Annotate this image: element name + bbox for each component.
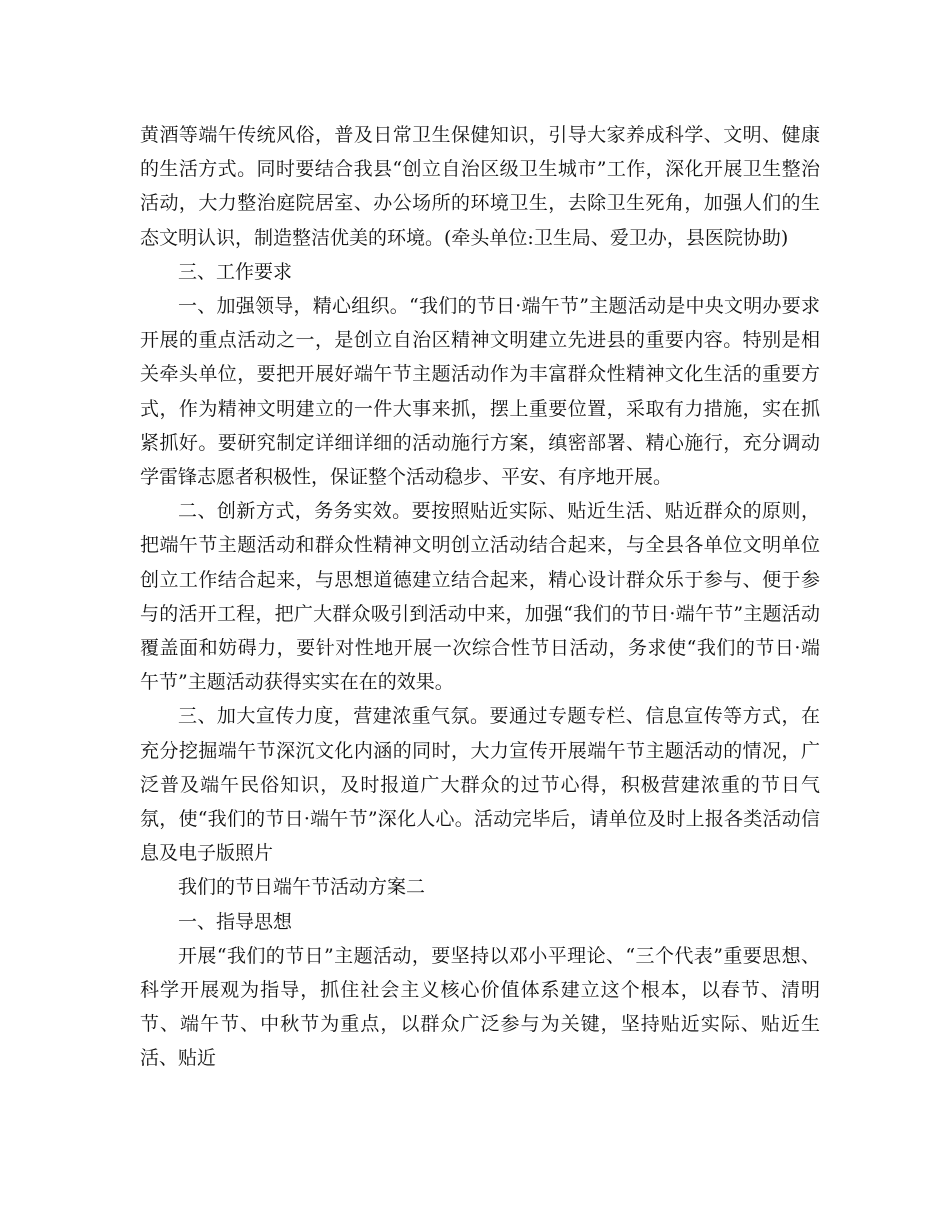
paragraph-leadership: 一、加强领导，精心组织。“我们的节日·端午节”主题活动是中央文明办要求开展的重点活动之一，是创立自治区精神文明建立先进县的重要内容。特别是相关牵头单位，要把开展好端午节主题活动作为丰富群众性精神文化生活的重要方式，作为精神文明建立的一件大事来抓，摆上重要位置，采取有力措施，实在抓紧抓好。要研究制定详细详细的活动施行方案，缜密部署、精心施行，充分调动学雷锋志愿者积极性，保证整个活动稳步、平安、有序地开展。 xyxy=(140,295,820,489)
paragraph-innovation: 二、创新方式，务务实效。要按照贴近实际、贴近生活、贴近群众的原则，把端午节主题活动和群众性精神文明创立活动结合起来，与全县各单位文明单位创立工作结合起来，与思想道德建立结合起来，精心设计群众乐于参与、便于参与的活开工程，把广大群众吸引到活动中来，加强“我们的节日·端午节”主题活动覆盖面和妨碍力，要针对性地开展一次综合性节日活动，务求使“我们的节日·端午节”主题活动获得实实在在的效果。 xyxy=(140,500,820,694)
paragraph-publicity: 三、加大宣传力度，营建浓重气氛。要通过专题专栏、信息宣传等方式，在充分挖掘端午节深沉文化内涵的同时，大力宣传开展端午节主题活动的情况，广泛普及端午民俗知识，及时报道广大群众的过节心得，积极营建浓重的节日气氛，使“我们的节日·端午节”深化人心。活动完毕后，请单位及时上报各类活动信息及电子版照片 xyxy=(140,705,820,865)
section-heading-work-requirements: 三、工作要求 xyxy=(178,260,293,283)
document-subtitle-plan-two: 我们的节日端午节活动方案二 xyxy=(178,876,426,899)
paragraph-guiding-thought: 开展“我们的节日”主题活动，要坚持以邓小平理论、“三个代表”重要思想、科学开展观为指导，抓住社会主义核心价值体系建立这个根本，以春节、清明节、端午节、中秋节为重点，以群众广泛参与为关键，坚持贴近实际、贴近生活、贴近 xyxy=(140,944,820,1070)
section-heading-guiding-thought: 一、指导思想 xyxy=(178,910,293,933)
document-body xyxy=(140,118,820,1076)
paragraph-continuation: 黄酒等端午传统风俗，普及日常卫生保健知识，引导大家养成科学、文明、健康的生活方式。同时要结合我县“创立自治区级卫生城市”工作，深化开展卫生整治活动，大力整治庭院居室、办公场所的环境卫生，去除卫生死角，加强人们的生态文明认识，制造整洁优美的环境。(牵头单位:卫生局、爱卫办，县医院协助) xyxy=(140,124,820,249)
